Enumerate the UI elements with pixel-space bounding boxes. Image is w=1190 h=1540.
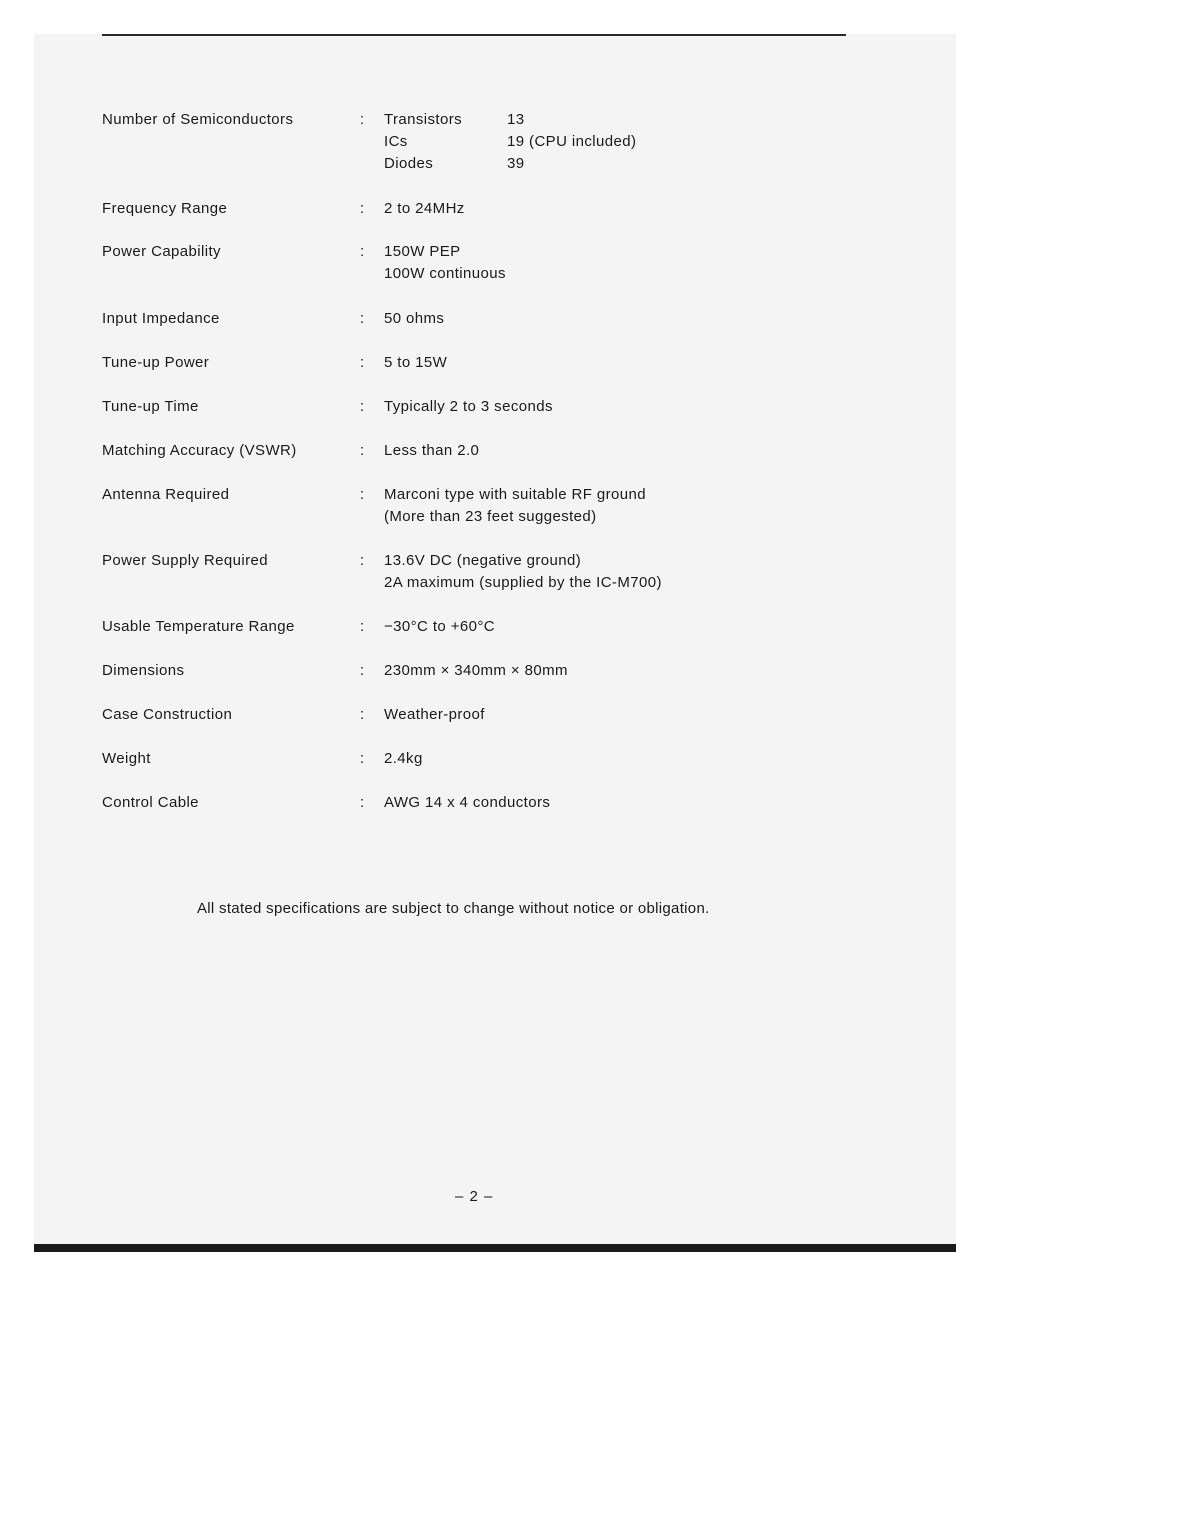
spec-label: Dimensions bbox=[102, 662, 185, 679]
spec-value-line: 50 ohms bbox=[384, 310, 445, 327]
spec-colon: : bbox=[360, 794, 365, 811]
specifications-disclaimer: All stated specifications are subject to change without notice or obligation. bbox=[197, 900, 710, 917]
spec-colon: : bbox=[360, 442, 365, 459]
spec-colon: : bbox=[360, 200, 365, 217]
spec-label: Power Capability bbox=[102, 243, 221, 260]
spec-value-line: 150W PEP bbox=[384, 243, 461, 260]
semiconductor-line bbox=[384, 153, 636, 175]
spec-value bbox=[384, 440, 479, 462]
semiconductor-type: Diodes bbox=[384, 155, 434, 172]
spec-label: Case Construction bbox=[102, 706, 233, 723]
spec-value bbox=[384, 616, 495, 638]
semiconductor-line bbox=[384, 109, 636, 131]
spec-value bbox=[384, 748, 423, 770]
spec-label: Weight bbox=[102, 750, 151, 767]
spec-label: Antenna Required bbox=[102, 486, 230, 503]
spec-label: Tune-up Time bbox=[102, 398, 199, 415]
spec-value-line: 13.6V DC (negative ground) bbox=[384, 552, 582, 569]
page-number: – 2 – bbox=[455, 1188, 494, 1205]
semiconductor-count: 19 (CPU included) bbox=[507, 133, 637, 150]
spec-colon: : bbox=[360, 662, 365, 679]
bottom-rule bbox=[34, 1244, 956, 1252]
spec-value-line: (More than 23 feet suggested) bbox=[384, 508, 597, 525]
spec-value bbox=[384, 660, 568, 682]
spec-value-line: 2.4kg bbox=[384, 750, 423, 767]
spec-colon: : bbox=[360, 706, 365, 723]
spec-label: Tune-up Power bbox=[102, 354, 210, 371]
spec-value-line: 2A maximum (supplied by the IC-M700) bbox=[384, 574, 662, 591]
spec-value-line: −30°C to +60°C bbox=[384, 618, 495, 635]
spec-value bbox=[384, 704, 485, 726]
spec-label: Usable Temperature Range bbox=[102, 618, 295, 635]
spec-value bbox=[384, 396, 553, 418]
spec-value-line: 2 to 24MHz bbox=[384, 200, 465, 217]
spec-value-line: 5 to 15W bbox=[384, 354, 448, 371]
spec-value-line: 100W continuous bbox=[384, 265, 506, 282]
spec-value-line: 230mm × 340mm × 80mm bbox=[384, 662, 568, 679]
spec-colon: : bbox=[360, 552, 365, 569]
spec-colon: : bbox=[360, 310, 365, 327]
spec-value bbox=[384, 550, 662, 594]
top-rule bbox=[102, 34, 846, 36]
spec-value-line: Weather-proof bbox=[384, 706, 485, 723]
semiconductor-type: ICs bbox=[384, 133, 408, 150]
semiconductor-line bbox=[384, 131, 636, 153]
spec-value-line: Typically 2 to 3 seconds bbox=[384, 398, 553, 415]
spec-label: Power Supply Required bbox=[102, 552, 268, 569]
spec-value bbox=[384, 792, 550, 814]
spec-label: Control Cable bbox=[102, 794, 199, 811]
spec-colon: : bbox=[360, 111, 365, 128]
spec-value-line: AWG 14 x 4 conductors bbox=[384, 794, 551, 811]
semiconductor-type: Transistors bbox=[384, 111, 463, 128]
semiconductor-count: 13 bbox=[507, 111, 525, 128]
spec-value bbox=[384, 241, 506, 285]
spec-colon: : bbox=[360, 243, 365, 260]
spec-value bbox=[384, 308, 444, 330]
spec-label: Frequency Range bbox=[102, 200, 228, 217]
spec-value-line: Less than 2.0 bbox=[384, 442, 480, 459]
spec-value bbox=[384, 109, 636, 175]
spec-label: Matching Accuracy (VSWR) bbox=[102, 442, 297, 459]
spec-colon: : bbox=[360, 750, 365, 767]
spec-label: Input Impedance bbox=[102, 310, 220, 327]
spec-colon: : bbox=[360, 354, 365, 371]
spec-value-line: Marconi type with suitable RF ground bbox=[384, 486, 647, 503]
semiconductor-count: 39 bbox=[507, 155, 525, 172]
spec-colon: : bbox=[360, 618, 365, 635]
spec-value bbox=[384, 484, 646, 528]
spec-colon: : bbox=[360, 398, 365, 415]
spec-label: Number of Semiconductors bbox=[102, 111, 294, 128]
spec-value bbox=[384, 352, 447, 374]
spec-value bbox=[384, 198, 465, 220]
spec-colon: : bbox=[360, 486, 365, 503]
